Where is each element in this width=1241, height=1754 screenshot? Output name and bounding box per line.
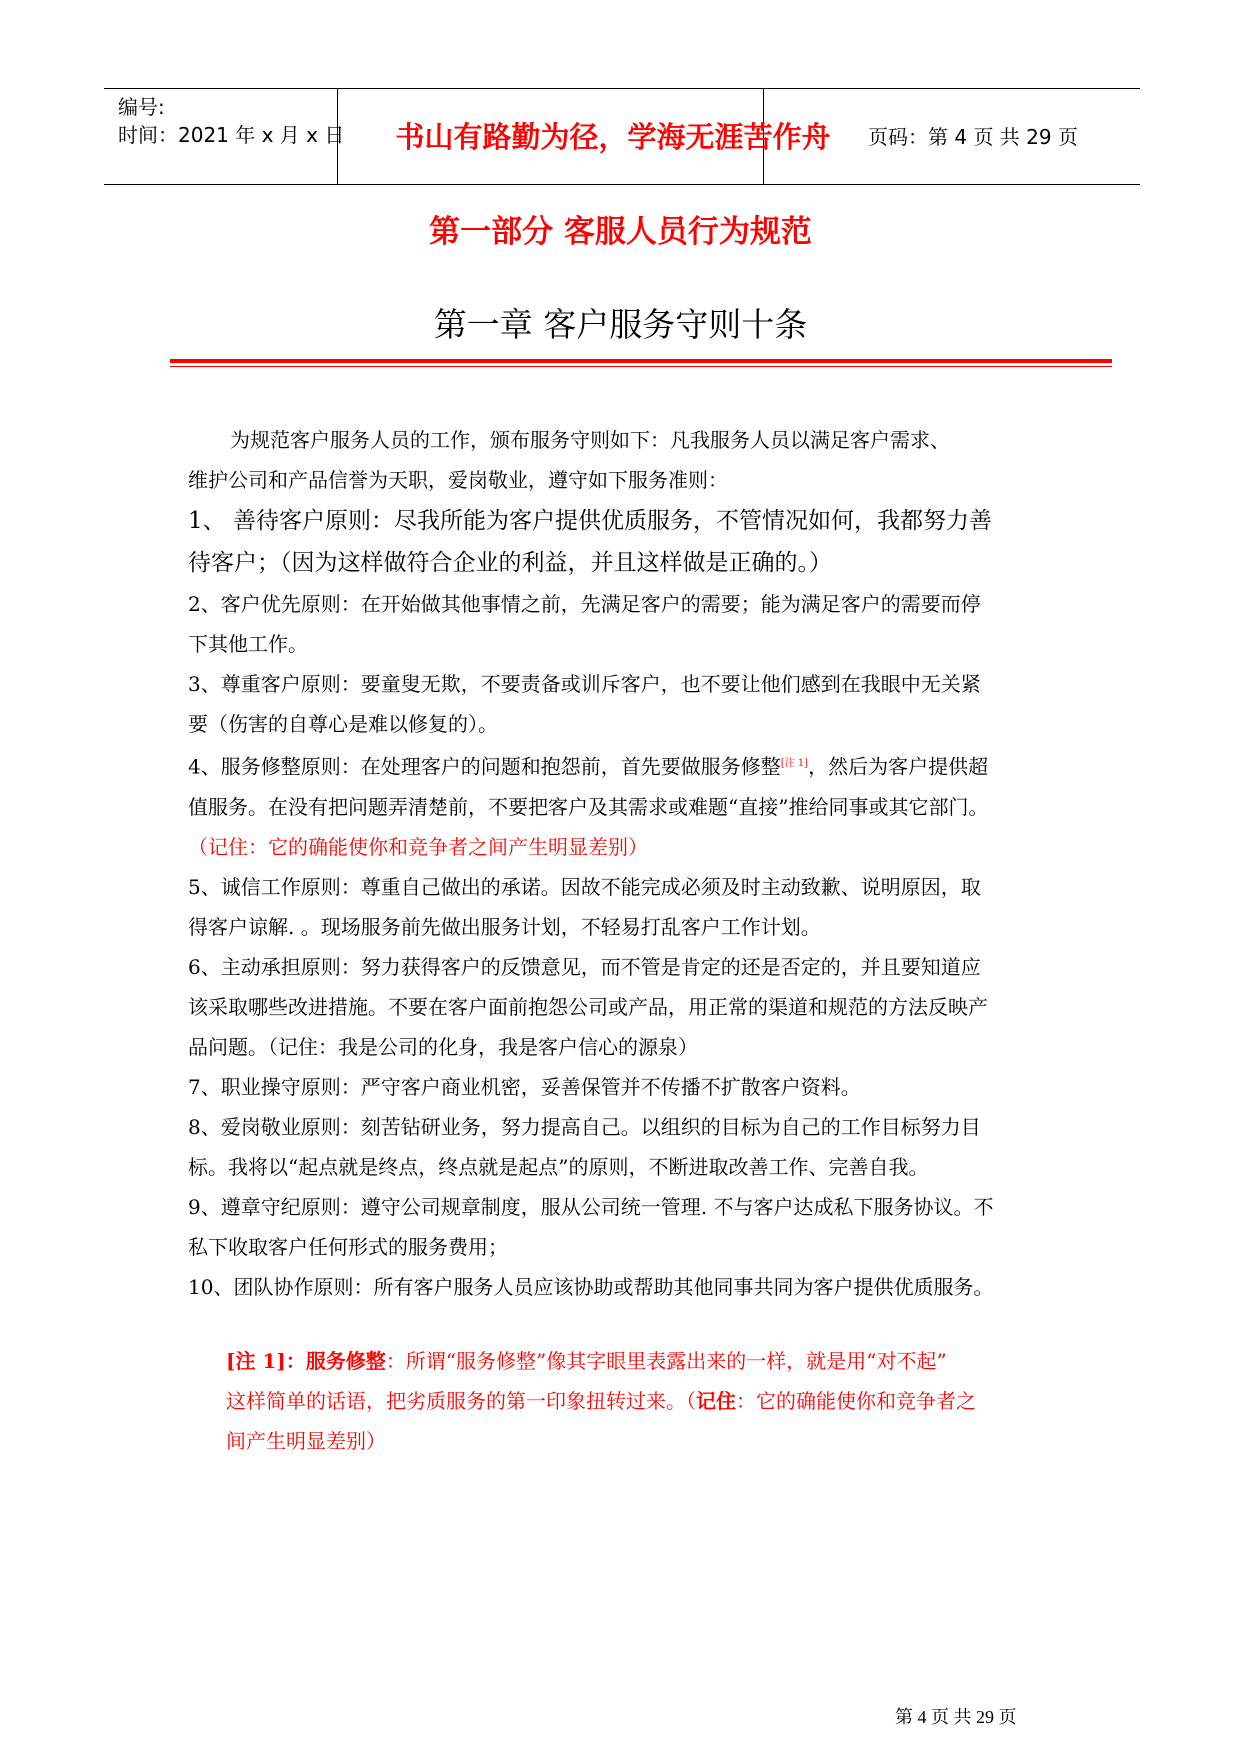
rule-line: 要（伤害的自尊心是难以修复的）。: [188, 712, 498, 736]
footnote-reference[interactable]: [注 1]: [780, 758, 809, 769]
rule-line: [188, 744, 1060, 787]
rule-line: 待客户；（因为这样做符合企业的利益，并且这样做是正确的。）: [188, 550, 832, 576]
remember-text: 它的确能使你和竞争者之间产生明显差别）: [268, 834, 648, 859]
footnote-remember: 记住: [696, 1389, 736, 1413]
intro-line: 维护公司和产品信誉为天职，爱岗敬业，遵守如下服务准则：: [188, 468, 728, 492]
rule-line: 5、诚信工作原则：尊重自己做出的承诺。因故不能完成必须及时主动致歉、说明原因，取: [188, 874, 981, 899]
rule-line: 该采取哪些改进措施。不要在客户面前抱怨公司或产品，用正常的渠道和规范的方法反映产: [188, 994, 988, 1019]
rule-line: 10、团队协作原则：所有客户服务人员应该协助或帮助其他同事共同为客户提供优质服务。: [188, 1274, 994, 1299]
page-footer: 第 4 页 共 29 页: [895, 1707, 1017, 1727]
rule-line: 8、爱岗敬业原则：刻苦钻研业务，努力提高自己。以组织的目标为自己的工作目标努力目: [188, 1114, 981, 1139]
footnote-line: [226, 1341, 1066, 1381]
part-title: 第一部分 客服人员行为规范: [429, 214, 812, 250]
document-body: [188, 420, 1060, 1307]
footnote-term: 服务修整: [305, 1349, 386, 1373]
rule-line: 下其他工作。: [188, 632, 308, 656]
rule-line: 值服务。在没有把问题弄清楚前，不要把客户及其需求或难题“直接”推给同事或其它部门。: [188, 794, 989, 819]
footnote-text: ：它的确能使你和竞争者之: [736, 1389, 976, 1413]
rule-line: 9、遵章守纪原则：遵守公司规章制度，服从公司统一管理. 不与客户达成私下服务协议。不: [188, 1194, 994, 1219]
remember-label: （记住：: [188, 834, 268, 859]
time-label: 时间：2021 年 x 月 x 日: [118, 123, 345, 147]
rule-line: 1、 善待客户原则：尽我所能为客户提供优质服务，不管情况如何，我都努力善: [188, 508, 992, 534]
rule-line: 6、主动承担原则：努力获得客户的反馈意见，而不管是肯定的还是否定的，并且要知道应: [188, 954, 981, 979]
title-rule-thin: [170, 366, 1112, 367]
footnote-label: [注 1]：: [226, 1349, 306, 1373]
title-rule-thick: [170, 359, 1112, 363]
footnote: [226, 1341, 1066, 1461]
number-label: 编号:: [118, 95, 165, 119]
rule-text: 4、服务修整原则：在处理客户的问题和抱怨前，首先要做服务修整: [188, 754, 781, 779]
rule-line: 3、尊重客户原则：要童叟无欺，不要责备或训斥客户，也不要让他们感到在我眼中无关紧: [188, 672, 981, 696]
header-left-cell: [118, 93, 344, 149]
rule-line: 私下收取客户任何形式的服务费用；: [188, 1234, 508, 1259]
footnote-text: 这样简单的话语，把劣质服务的第一印象扭转过来。（: [226, 1389, 696, 1413]
rule-line: 2、客户优先原则：在开始做其他事情之前，先满足客户的需要；能为满足客户的需要而停: [188, 592, 981, 616]
rule-line: 品问题。（记住：我是公司的化身，我是客户信心的源泉）: [188, 1034, 698, 1059]
rule-line: 7、职业操守原则：严守客户商业机密，妥善保管并不传播不扩散客户资料。: [188, 1074, 861, 1099]
footnote-line: 间产生明显差别）: [226, 1429, 386, 1453]
chapter-title: 第一章 客户服务守则十条: [433, 305, 808, 344]
header-page-label: 页码：第 4 页 共 29 页: [868, 125, 1078, 149]
rule-line: 标。我将以“起点就是终点，终点就是起点”的原则，不断进取改善工作、完善自我。: [188, 1154, 929, 1179]
intro-line: 为规范客户服务人员的工作，颁布服务守则如下：凡我服务人员以满足客户需求、: [230, 428, 950, 452]
rule-text: ，然后为客户提供超: [808, 754, 989, 779]
rule-line: 得客户谅解. 。现场服务前先做出服务计划，不轻易打乱客户工作计划。: [188, 914, 821, 939]
footnote-text: ：所谓“服务修整”像其字眼里表露出来的一样，就是用“对不起”: [385, 1349, 947, 1373]
header-table: [104, 88, 1140, 185]
footnote-line: [226, 1381, 1066, 1421]
rule-line: [188, 827, 1060, 867]
header-motto: 书山有路勤为径，学海无涯苦作舟: [395, 120, 831, 154]
